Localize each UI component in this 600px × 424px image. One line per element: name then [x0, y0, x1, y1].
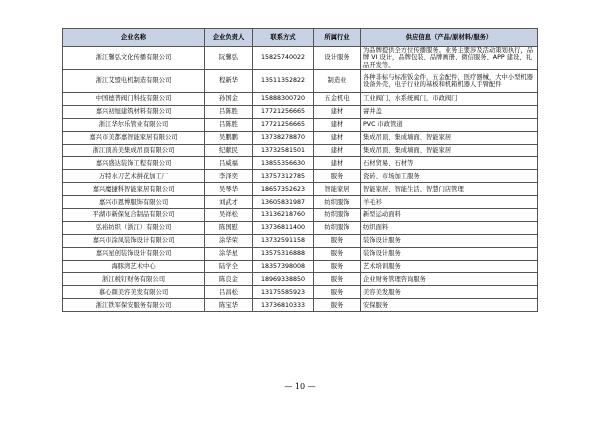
- cell-company: 浙江馨弘文化传播有限公司: [63, 47, 205, 70]
- table-row: [63, 47, 538, 70]
- cell-industry: 服务: [314, 234, 361, 247]
- cell-phone: 13136218760: [253, 209, 314, 222]
- cell-company: 嘉兴魔捷科智能家居有限公司: [63, 183, 205, 196]
- cell-info: 集成吊顶、集成墙面、智能家居: [361, 144, 538, 157]
- cell-company: 嘉兴市美都嘉智能家居有限公司: [63, 131, 205, 144]
- cell-industry: 纺织服饰: [314, 196, 361, 209]
- table-row: [63, 299, 538, 312]
- cell-company: 中国德普阀门科技有限公司: [63, 93, 205, 106]
- cell-industry: 服务: [314, 247, 361, 260]
- cell-industry: 建材: [314, 157, 361, 170]
- cell-phone: 18969338850: [253, 273, 314, 286]
- cell-industry: 服务: [314, 273, 361, 286]
- cell-info: 羊毛衫: [361, 196, 538, 209]
- cell-company: 浙江税钉财务有限公司: [63, 273, 205, 286]
- cell-industry: 建材: [314, 144, 361, 157]
- table-row: [63, 209, 538, 222]
- cell-info: 智能家居、智能生活、智慧门店管理: [361, 183, 538, 196]
- table-row: [63, 144, 538, 157]
- cell-company: 弘裕纺织（浙江）有限公司: [63, 221, 205, 234]
- cell-phone: 13736811400: [253, 221, 314, 234]
- cell-contact: 陈国慰: [205, 221, 253, 234]
- cell-contact: 刘武才: [205, 196, 253, 209]
- table-row: [63, 234, 538, 247]
- table-row: [63, 260, 538, 273]
- cell-contact: 吴琴华: [205, 183, 253, 196]
- cell-phone: 13511352822: [253, 70, 314, 93]
- cell-company: 浙江艾盟电机制造有限公司: [63, 70, 205, 93]
- cell-contact: 吕威福: [205, 157, 253, 170]
- cell-phone: 15888300720: [253, 93, 314, 106]
- cell-info: 美容美发服务: [361, 286, 538, 299]
- cell-info: 安保服务: [361, 299, 538, 312]
- cell-phone: 17721256665: [253, 105, 314, 118]
- header-info: 供应信息（产品/原材料/服务）: [361, 29, 538, 47]
- cell-contact: 吕陈胜: [205, 105, 253, 118]
- table-row: [63, 157, 538, 170]
- cell-phone: 13855356630: [253, 157, 314, 170]
- cell-industry: 五金机电: [314, 93, 361, 106]
- cell-info: 纺织面料: [361, 221, 538, 234]
- cell-info: 艺术培训服务: [361, 260, 538, 273]
- cell-phone: 13732591158: [253, 234, 314, 247]
- table-body: [63, 47, 538, 312]
- cell-company: 海豚湾艺术中心: [63, 260, 205, 273]
- cell-info: 工业阀门，水系统阀门，市政阀门: [361, 93, 538, 106]
- cell-info: 瓷砖、市场加工服务: [361, 170, 538, 183]
- cell-contact: 陈良金: [205, 273, 253, 286]
- table-header-row: [63, 29, 538, 47]
- table-row: [63, 196, 538, 209]
- cell-phone: 18657352623: [253, 183, 314, 196]
- cell-industry: 制造业: [314, 70, 361, 93]
- cell-company: 嘉兴初旭建筑材料有限公司: [63, 105, 205, 118]
- cell-contact: 涂华荣: [205, 234, 253, 247]
- cell-phone: 18357398008: [253, 260, 314, 273]
- header-company: 企业名称: [63, 29, 205, 47]
- cell-industry: 智能家居: [314, 183, 361, 196]
- cell-phone: 13732581501: [253, 144, 314, 157]
- cell-company: 浙江顶善美集成吊顶有限公司: [63, 144, 205, 157]
- cell-contact: 吕昌松: [205, 286, 253, 299]
- cell-info: 为品牌提供全方位传播服务。业务主要涉及活动策划执行，品牌 VI 设计，品牌包装、品牌画册、微信服务、APP 建设、礼品开发等。: [361, 47, 538, 70]
- table-row: [63, 247, 538, 260]
- cell-company: 嘉兴市恩博服饰有限公司: [63, 196, 205, 209]
- cell-company: 浙江铁军保安服务有限公司: [63, 299, 205, 312]
- cell-industry: 服务: [314, 286, 361, 299]
- cell-company: 浙江华尔乐管业有限公司: [63, 118, 205, 131]
- cell-info: 石材贸易、石材等: [361, 157, 538, 170]
- cell-info: 装饰设计服务: [361, 247, 538, 260]
- cell-industry: 建材: [314, 105, 361, 118]
- cell-info: 各种非标与标准钣金件，五金配件，医疗器械，大中小型机器设备外壳，电子行业的基板和机箱机器人手臂配件: [361, 70, 538, 93]
- header-industry: 所属行业: [314, 29, 361, 47]
- cell-company: 慕心颜美容美发有限公司: [63, 286, 205, 299]
- table-row: [63, 70, 538, 93]
- cell-phone: 13605831987: [253, 196, 314, 209]
- table-row: [63, 131, 538, 144]
- cell-contact: 吕陈胜: [205, 118, 253, 131]
- cell-phone: 13757312785: [253, 170, 314, 183]
- cell-contact: 陈宝华: [205, 299, 253, 312]
- cell-industry: 纺织服饰: [314, 221, 361, 234]
- table-row: [63, 93, 538, 106]
- table-row: [63, 118, 538, 131]
- table-row: [63, 105, 538, 118]
- cell-industry: 建材: [314, 118, 361, 131]
- table-row: [63, 221, 538, 234]
- cell-contact: 阮馨弘: [205, 47, 253, 70]
- page-number: — 10 —: [284, 382, 316, 391]
- header-phone: 联系方式: [253, 29, 314, 47]
- cell-industry: 服务: [314, 260, 361, 273]
- cell-info: 装饰设计服务: [361, 234, 538, 247]
- cell-info: 集成吊顶、集成墙面、智能家居: [361, 131, 538, 144]
- cell-company: 嘉兴市涂凤装饰设计有限公司: [63, 234, 205, 247]
- cell-phone: 17721256665: [253, 118, 314, 131]
- cell-phone: 13738278870: [253, 131, 314, 144]
- cell-company: 嘉兴星创装饰设计有限公司: [63, 247, 205, 260]
- cell-contact: 陆学全: [205, 260, 253, 273]
- cell-contact: 孙国金: [205, 93, 253, 106]
- cell-company: 万特水刀艺术拼花加工厂: [63, 170, 205, 183]
- cell-info: 新型运动面料: [361, 209, 538, 222]
- cell-contact: 涂华星: [205, 247, 253, 260]
- cell-company: 平湖市新保复合制品有限公司: [63, 209, 205, 222]
- cell-contact: 程新华: [205, 70, 253, 93]
- cell-info: 企业财务管理咨询服务: [361, 273, 538, 286]
- cell-industry: 服务: [314, 170, 361, 183]
- cell-info: 窨井盖: [361, 105, 538, 118]
- cell-phone: 13175585923: [253, 286, 314, 299]
- cell-industry: 纺织服饰: [314, 209, 361, 222]
- table-row: [63, 286, 538, 299]
- enterprise-supply-table: [62, 28, 538, 312]
- cell-industry: 设计服务: [314, 47, 361, 70]
- cell-phone: 15825740022: [253, 47, 314, 70]
- cell-phone: 13736810333: [253, 299, 314, 312]
- cell-contact: 李泽奕: [205, 170, 253, 183]
- table-row: [63, 273, 538, 286]
- cell-contact: 纪献民: [205, 144, 253, 157]
- cell-info: PVC 市政管道: [361, 118, 538, 131]
- cell-phone: 13575316888: [253, 247, 314, 260]
- table-row: [63, 170, 538, 183]
- cell-industry: 服务: [314, 299, 361, 312]
- cell-company: 嘉兴盛达装饰工程有限公司: [63, 157, 205, 170]
- table-row: [63, 183, 538, 196]
- header-contact: 企业负责人: [205, 29, 253, 47]
- cell-contact: 吴祥松: [205, 209, 253, 222]
- cell-industry: 建材: [314, 131, 361, 144]
- cell-contact: 吴鹏鹏: [205, 131, 253, 144]
